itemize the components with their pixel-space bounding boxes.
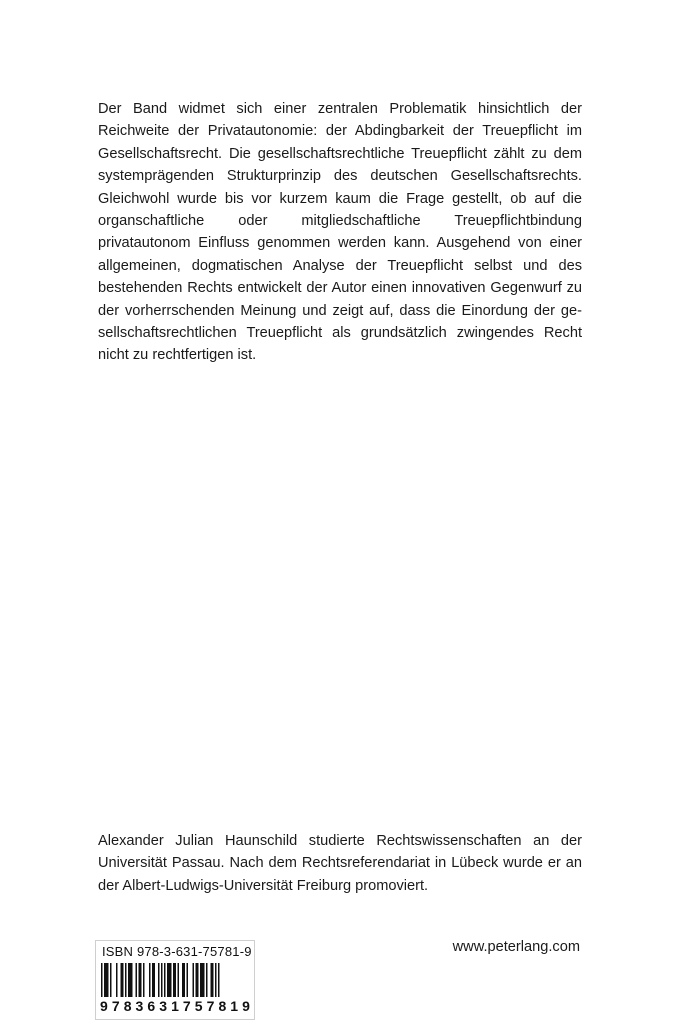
isbn-barcode <box>95 940 255 1020</box>
barcode-bar <box>193 963 195 997</box>
barcode-bar <box>167 963 172 997</box>
barcode-bar <box>136 963 138 997</box>
barcode-bar <box>164 963 166 997</box>
barcode-bar <box>161 963 163 997</box>
barcode-bar <box>173 963 176 997</box>
barcode-bar <box>211 963 214 997</box>
isbn-label: ISBN 978-3-631-75781-9 <box>102 944 252 959</box>
barcode-bar <box>158 963 160 997</box>
barcode-digit: 1 <box>171 998 179 1014</box>
barcode-bar <box>121 963 124 997</box>
barcode-bar <box>116 963 118 997</box>
barcode-digit: 8 <box>123 998 132 1014</box>
barcode-bar <box>106 963 109 997</box>
barcode-bar <box>149 963 151 997</box>
barcode-bar <box>125 963 127 997</box>
barcode-bar <box>128 963 133 997</box>
barcode-digit: 7 <box>182 998 191 1014</box>
barcode-bar <box>152 963 155 997</box>
barcode-bar <box>110 963 112 997</box>
barcode-digit: 8 <box>218 998 227 1014</box>
barcode-bar <box>143 963 145 997</box>
barcode-bars <box>101 963 249 997</box>
barcode-bar <box>182 963 185 997</box>
barcode-bar <box>104 963 106 997</box>
barcode-digit: 7 <box>206 998 215 1014</box>
barcode-bar <box>139 963 142 997</box>
barcode-digit: 5 <box>194 998 203 1014</box>
barcode-bar <box>101 963 103 997</box>
barcode-digit: 7 <box>111 998 120 1014</box>
barcode-bar <box>218 963 220 997</box>
barcode-digit: 9 <box>242 998 250 1014</box>
barcode-digit: 9 <box>100 998 108 1014</box>
barcode-digit: 3 <box>135 998 144 1014</box>
barcode-digit: 1 <box>230 998 239 1014</box>
author-bio: Alexander Julian Haunschild studierte Rechtswissenschaften an der Universität Passau. Nach dem Rechtsreferendariat in Lübeck wurde er an der Albert-Ludwigs-Universität Freiburg promoviert. <box>98 833 582 894</box>
barcode-bar <box>215 963 217 997</box>
barcode-digit: 6 <box>147 998 156 1014</box>
barcode-bar <box>200 963 205 997</box>
barcode-bar <box>178 963 180 997</box>
barcode-digit: 3 <box>159 998 168 1014</box>
book-description: Der Band widmet sich einer zentralen Problematik hinsichtlich der Reichweite der Privatautonomie: der Abdingbarkeit der Treuepflicht im Gesellschaftsrecht. Die gesellschaftsrechtliche Treuepflicht zählt zu dem systemprägenden Strukturprinzip des deutschen Gesellschaftsrechts. Gleichwohl wurde bis vor kurzem kaum die Frage gestellt, ob auf die organschaftliche oder mitgliedschaftliche Treuepflichtbindung privatautonom Einfluss genommen werden kann. Ausgehend von einer allgemeinen, dogmatischen Analyse der Treuepflicht selbst und des bestehenden Rechts entwickelt der Autor einen innovativen Gegenwurf zu der vorherrschenden Meinung und zeigt auf, dass die Einordung der gesellschaftsrechtlichen Treuepflicht als grundsätzlich zwingendes Recht nicht zu rechtfertigen ist. <box>98 101 582 364</box>
barcode-bar <box>206 963 208 997</box>
publisher-website: www.peterlang.com <box>452 939 580 955</box>
barcode-bar <box>187 963 189 997</box>
barcode-digits <box>100 998 250 1014</box>
barcode-bar <box>196 963 199 997</box>
